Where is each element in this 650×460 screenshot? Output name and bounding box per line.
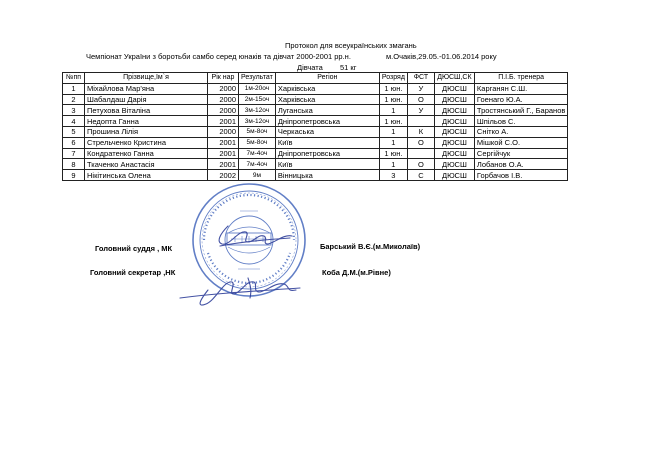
region-cell: Харківська [275,83,379,94]
chief-secretary-name: Коба Д.М.(м.Рівне) [322,268,391,277]
birth-year-cell: 2001 [208,116,239,127]
rank-cell: 1 [379,159,407,170]
table-header-row [63,73,568,84]
school-cell: ДЮСШ [434,137,474,148]
birth-year-cell: 2001 [208,148,239,159]
athlete-name-cell: Прошина Лілія [85,126,208,137]
row-num-cell: 3 [63,105,85,116]
region-cell: Київ [275,137,379,148]
birth-year-cell: 2000 [208,126,239,137]
col-header-coach: П.І.Б. тренера [474,73,567,84]
fst-cell: О [407,137,434,148]
athlete-name-cell: Нікітинська Олена [85,170,208,181]
birth-year-cell: 2001 [208,159,239,170]
rank-cell: 1 [379,126,407,137]
weight-class: 51 кг [340,63,357,72]
result-cell: 7м-4оч [239,148,276,159]
region-cell: Дніпропетровська [275,148,379,159]
birth-year-cell: 2001 [208,137,239,148]
region-cell: Київ [275,159,379,170]
chief-judge-role: Головний суддя , МК [95,244,173,253]
athlete-name-cell: Стрельченко Кристина [85,137,208,148]
athlete-name-cell: Шабалдаш Дарія [85,94,208,105]
coach-cell: Мішкой С.О. [474,137,567,148]
col-header-num: №пп [63,73,85,84]
region-cell: Дніпропетровська [275,116,379,127]
birth-year-cell: 2000 [208,83,239,94]
result-cell: 2м-15оч [239,94,276,105]
table-row [63,83,568,94]
result-cell: 5м-8оч [239,126,276,137]
category-label: Дівчата [297,63,323,72]
chief-judge-name: Барський В.Є.(м.Миколаїв) [320,242,421,251]
coach-cell: Гоенаго Ю.А. [474,94,567,105]
col-header-year: Рік нар [208,73,239,84]
result-cell: 9м [239,170,276,181]
athlete-name-cell: Кондратенко Ганна [85,148,208,159]
col-header-school: ДЮСШ,СК [434,73,474,84]
location-date: м.Очаків,29.05.-01.06.2014 року [386,52,497,61]
rank-cell: 1 юн. [379,94,407,105]
rank-cell: 1 юн. [379,148,407,159]
protocol-title: Протокол для всеукраїнських змагань [285,41,417,50]
results-table-body [63,83,568,180]
birth-year-cell: 2002 [208,170,239,181]
coach-cell: Тростянський Г., Баранов [474,105,567,116]
fst-cell: С [407,170,434,181]
coach-cell: Горбачов І.В. [474,170,567,181]
coach-cell: Сергійчук [474,148,567,159]
result-cell: 3м-12оч [239,105,276,116]
school-cell: ДЮСШ [434,126,474,137]
rank-cell: 1 [379,105,407,116]
fst-cell: У [407,105,434,116]
chief-secretary-role: Головний секретар ,НК [90,268,176,277]
table-row [63,159,568,170]
championship-title: Чемпіонат України з боротьби самбо серед юнаків та дівчат 2000-2001 рр.н. [86,52,351,61]
region-cell: Черкаська [275,126,379,137]
results-table [62,72,568,181]
table-row [63,126,568,137]
result-cell: 7м-4оч [239,159,276,170]
school-cell: ДЮСШ [434,159,474,170]
school-cell: ДЮСШ [434,105,474,116]
athlete-name-cell: Петухова Віталіна [85,105,208,116]
col-header-name: Прізвище,Ім`я [85,73,208,84]
fst-cell: К [407,126,434,137]
coach-cell: Лобанов О.А. [474,159,567,170]
school-cell: ДЮСШ [434,116,474,127]
result-cell: 5м-8оч [239,137,276,148]
coach-cell: Шпільов С. [474,116,567,127]
result-cell: 3м-12оч [239,116,276,127]
table-row [63,105,568,116]
col-header-region: Регіон [275,73,379,84]
row-num-cell: 4 [63,116,85,127]
row-num-cell: 1 [63,83,85,94]
rank-cell: 1 юн. [379,83,407,94]
row-num-cell: 6 [63,137,85,148]
birth-year-cell: 2000 [208,105,239,116]
rank-cell: 1 [379,137,407,148]
signature-icon [150,220,320,310]
col-header-result: Результат [239,73,276,84]
coach-cell: Карганян С.Ш. [474,83,567,94]
result-cell: 1м-20оч [239,83,276,94]
birth-year-cell: 2000 [208,94,239,105]
col-header-fst: ФСТ [407,73,434,84]
table-row [63,116,568,127]
fst-cell: У [407,83,434,94]
school-cell: ДЮСШ [434,83,474,94]
region-cell: Вінницька [275,170,379,181]
row-num-cell: 8 [63,159,85,170]
region-cell: Луганська [275,105,379,116]
region-cell: Харківська [275,94,379,105]
table-row [63,170,568,181]
athlete-name-cell: Міхайлова Мар'яна [85,83,208,94]
fst-cell: О [407,159,434,170]
row-num-cell: 5 [63,126,85,137]
fst-cell [407,148,434,159]
row-num-cell: 2 [63,94,85,105]
row-num-cell: 7 [63,148,85,159]
table-row [63,94,568,105]
athlete-name-cell: Ткаченко Анастасія [85,159,208,170]
rank-cell: 3 [379,170,407,181]
coach-cell: Снітко А. [474,126,567,137]
athlete-name-cell: Недопта Ганна [85,116,208,127]
rank-cell: 1 юн. [379,116,407,127]
table-row [63,137,568,148]
school-cell: ДЮСШ [434,94,474,105]
fst-cell: О [407,94,434,105]
table-row [63,148,568,159]
row-num-cell: 9 [63,170,85,181]
col-header-rank: Розряд [379,73,407,84]
fst-cell [407,116,434,127]
school-cell: ДЮСШ [434,148,474,159]
school-cell: ДЮСШ [434,170,474,181]
